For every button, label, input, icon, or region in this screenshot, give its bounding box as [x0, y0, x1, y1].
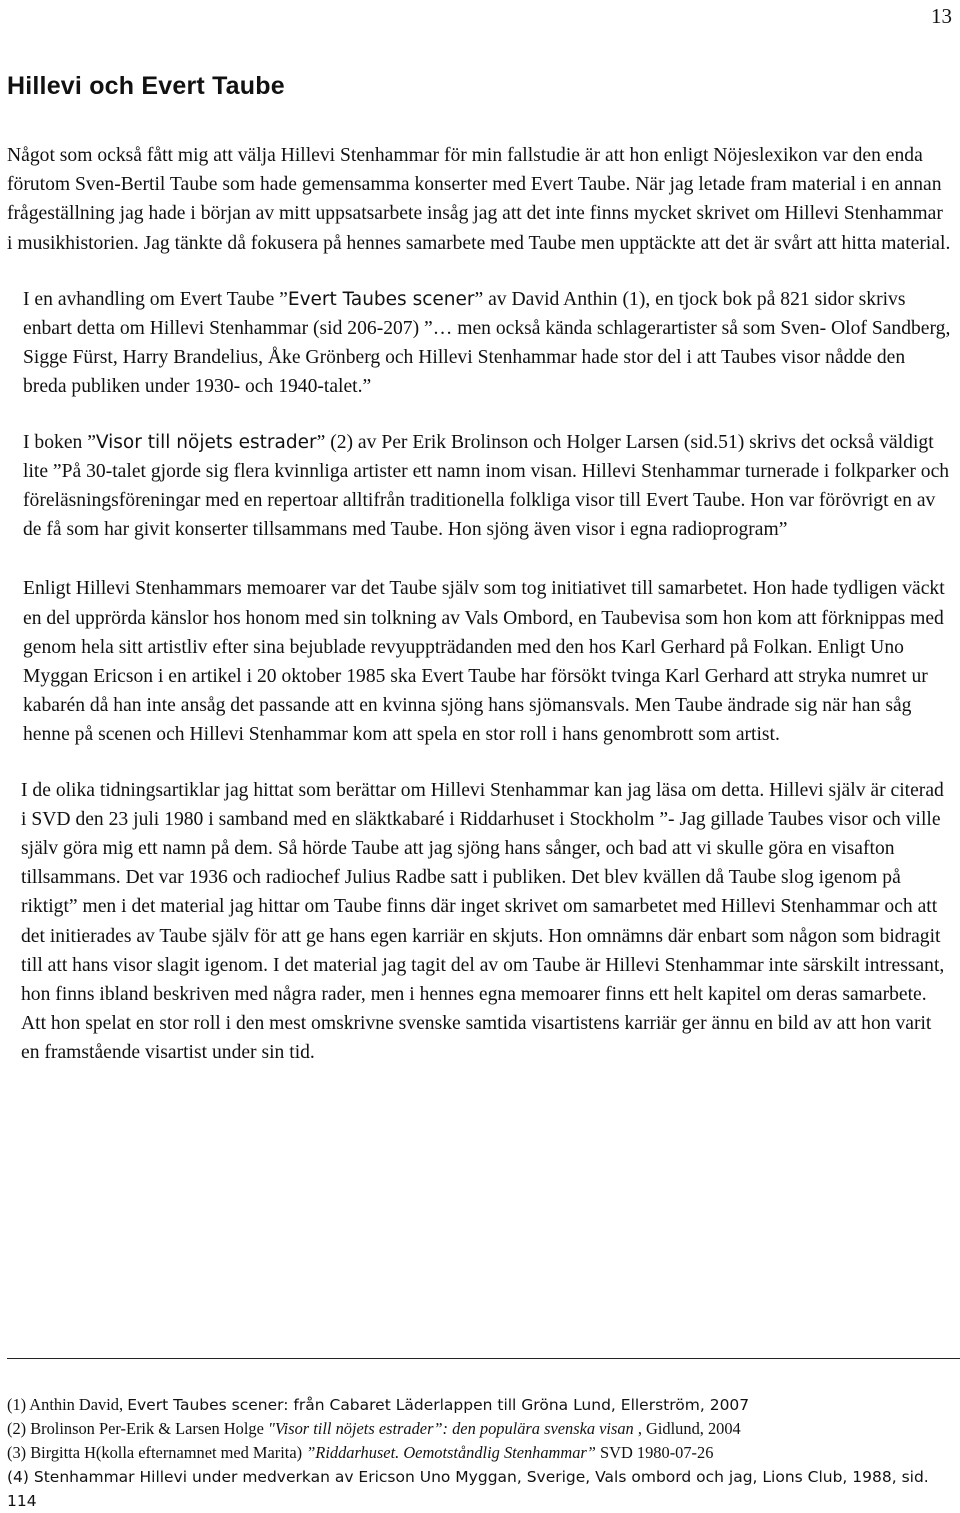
- paragraph-memoirs: Enligt Hillevi Stenhammars memoarer var det Taube själv som tog initiativet till samarbetet. Hon hade tydligen väckt en del upprörda känslor hos honom med sin tolkning av Vals Ombord, en Taubevisa som hon kom att förknippas med genom hela sitt artistliv efter sina bejublade revyuppträdanden med den hos Karl Gerhard på Folkan. Enligt Uno Myggan Ericson i en artikel i 20 oktober 1985 ska Evert Taube har försökt tvinga Karl Gerhard att stryka numret ur kabarén då han inte ansåg det passande att en kvinna sjöng hans sjömansvals. Men Taube ändrade sig när han såg henne på scenen och Hillevi Stenhammar kom att spela en stor roll i hans genombrott som artist.: [23, 578, 945, 746]
- footnote-3: [7, 1441, 957, 1465]
- section-heading: Hillevi och Evert Taube: [7, 72, 285, 100]
- paragraph-brolinson-quote: [7, 428, 953, 545]
- footnote-text: , Gidlund, 2004: [633, 1419, 741, 1438]
- footnote-text: Evert Taubes scener: från Cabaret Läderlappen till Gröna Lund, Ellerström, 2007: [127, 1396, 750, 1414]
- footnote-text: (2) Brolinson Per-Erik & Larsen Holge: [7, 1419, 268, 1438]
- paragraph-text: I boken ”: [23, 431, 96, 453]
- footnote-4: [7, 1465, 957, 1513]
- footnote-title: ”Riddarhuset. Oemotståndlig Stenhammar”: [306, 1443, 596, 1462]
- book-title: Evert Taubes scener: [287, 288, 475, 310]
- footnotes: [7, 1393, 957, 1513]
- footnote-text: SVD 1980-07-26: [595, 1443, 714, 1462]
- paragraph-intro: Något som också fått mig att välja Hillevi Stenhammar för min fallstudie är att hon enligt Nöjeslexikon var den enda förutom Sven-Bertil Taube som hade gemensamma konserter med Evert Taube. När jag letade fram material i en annan frågeställning jag hade i början av mitt uppsatsarbete insåg jag att det inte finns mycket skrivet om Hillevi Stenhammar i musikhistorien. Jag tänkte då fokusera på hennes samarbete med Taube men upptäckte att det är svårt att hitta material.: [7, 145, 951, 254]
- paragraph-anthin-quote: [7, 285, 953, 402]
- footnote-divider: [7, 1358, 960, 1359]
- paragraph-text: ” (2) av Per Erik Brolinson och Holger Larsen (sid.51) skrivs det också väldigt lite ”På 30-talet gjorde sig flera kvinnliga artister ett namn inom visan. Hillevi Stenhammar turnerade i folkparker och föreläsningsföreningar med en repertoar alltifrån traditionella folkliga visor till Evert Taube. Hon var förövrigt en av de få som har givit konserter tillsammans med Taube. Hon sjöng även visor i egna radioprogram”: [23, 431, 950, 541]
- footnote-1: [7, 1393, 957, 1417]
- footnote-text: (1) Anthin David,: [7, 1395, 128, 1414]
- paragraph-text: I en avhandling om Evert Taube ”: [23, 288, 288, 310]
- body-text: [7, 141, 953, 1068]
- footnote-text: (4) Stenhammar Hillevi under medverkan av Ericson Uno Myggan, Sverige, Vals ombord och jag, Lions Club, 1988, sid. 114: [7, 1468, 929, 1510]
- footnote-title: "Visor till nöjets estrader”: den populära svenska visan: [267, 1419, 634, 1438]
- page-number: 13: [931, 4, 952, 28]
- paragraph-text: ” av David Anthin (1), en tjock bok på 821 sidor skrivs enbart detta om Hillevi Stenhammar (sid 206-207) ”… men också kända schlagerartister så som Sven- Olof Sandberg, Sigge Fürst, Harry Brandelius, Åke Grönberg och Hillevi Stenhammar hade stor del i att Taubes visor nådde den breda publiken under 1930- och 1940-talet.”: [23, 288, 951, 398]
- paragraph-newspapers: I de olika tidningsartiklar jag hittat som berättar om Hillevi Stenhammar kan jag läsa om detta. Hillevi själv är citerad i SVD den 23 juli 1980 i samband med en släktkabaré i Riddarhuset i Stockholm ”- Jag gillade Taubes visor och ville själv göra mig ett namn på dem. Så hörde Taube att jag sjöng hans sånger, och bad att vi skulle göra en visafton tillsammans. Det var 1936 och radiochef Julius Radbe satt i publiken. Det blev kvällen då Taube slog igenom på riktigt” men i det material jag hittar om Taube finns där inget skrivet om samarbetet med Hillevi Stenhammar och att det initierades av Taube själv för att ge hans egen karriär en skjuts. Hon omnämns där enbart som någon som bidragit till att hans visor slagit igenom. I det material jag tagit del av om Taube är Hillevi Stenhammar inte särskilt intressant, hon finns ibland beskriven med några rader, men i hennes egna memoarer finns ett helt kapitel om deras samarbete. Att hon spelat en stor roll i den mest omskrivne svenske samtida visartistens karriär ger ännu en bild av att hon varit en framstående visartist under sin tid.: [21, 779, 945, 1064]
- footnote-2: [7, 1417, 957, 1441]
- book-title: Visor till nöjets estrader: [95, 431, 317, 453]
- footnote-text: (3) Birgitta H(kolla efternamnet med Marita): [7, 1443, 307, 1462]
